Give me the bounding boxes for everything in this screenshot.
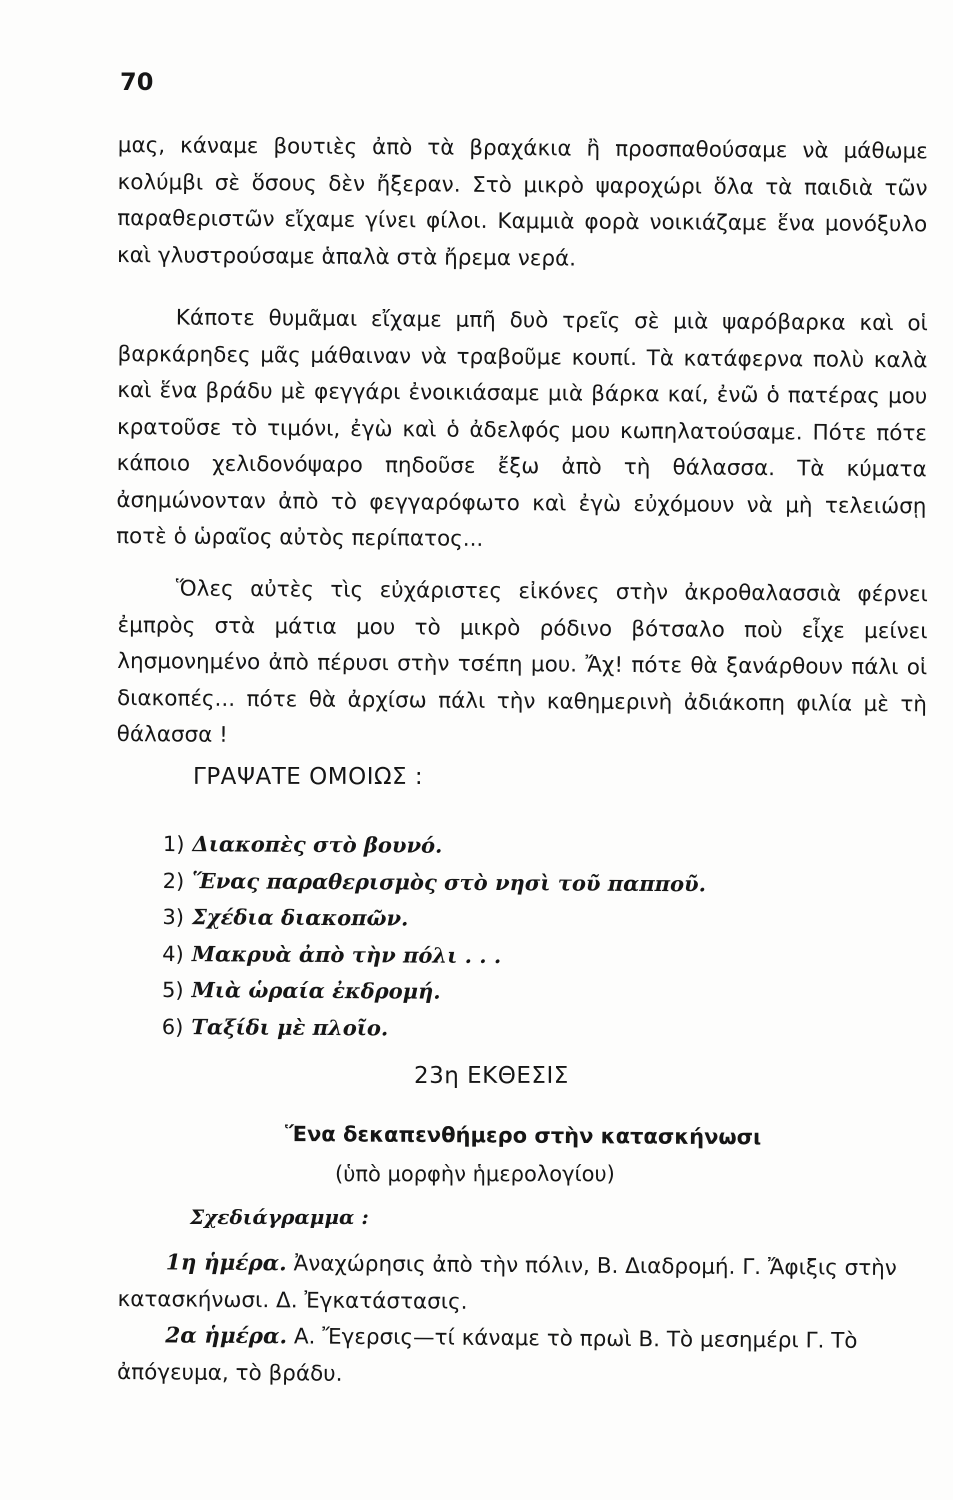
chapter-subtitle: (ὑπὸ μορφὴν ἡμερολογίου) <box>335 1162 615 1186</box>
topic-number: 3) <box>162 904 185 930</box>
day-label: 1η ἡμέρα. <box>165 1250 287 1277</box>
paragraph-3 <box>117 571 928 760</box>
outline-label: Σχεδιάγραμμα : <box>190 1205 369 1229</box>
topic-number: 1) <box>162 831 185 857</box>
outline-day-2 <box>117 1318 928 1397</box>
list-item <box>162 1008 706 1048</box>
outline-body <box>117 1245 928 1397</box>
topic-number: 4) <box>162 941 184 966</box>
paragraph-2 <box>116 300 928 562</box>
list-item <box>162 935 706 975</box>
paragraph-1 <box>117 128 928 280</box>
paragraph-text: Κάποτε θυμᾶμαι εἴχαμε μπῆ δυὸ τρεῖς σὲ μιὰ ψαρόβαρκα καὶ οἱ βαρκάρηδες μᾶς μάθαιναν νὰ τραβοῦμε κουπί. Τὰ κατάφερνα πολὺ καλὰ καὶ ἕνα βράδυ μὲ φεγγάρι ἐνοικιάσαμε μιὰ βάρκα καί, ἐνῶ ὁ πατέρας μου κρατοῦσε τὸ τιμόνι, ἐγὼ καὶ ὁ ἀδελφός μου κωπηλατούσαμε. Πότε πότε κάποιο χελιδονόψαρο πηδοῦσε ἔξω ἀπὸ τὴ θάλασσα. Τὰ κύματα ἀσημώνονταν ἀπὸ τὸ φεγγαρόφωτο καὶ ἐγὼ εὐχόμουν νὰ μὴ τελειώσῃ ποτὲ ὁ ὡραῖος αὐτὸς περίπατος... <box>116 305 928 552</box>
list-item <box>163 862 707 902</box>
day-text: Ἀναχώρησις ἀπὸ τὴν πόλιν, Β. Διαδρομή. Γ. Ἄφιξις στὴν κατασκήνωσι. Δ. Ἐγκατάστασις. <box>117 1251 897 1315</box>
day-label: 2α ἡμέρα. <box>165 1323 288 1350</box>
topic-title: Διακοπὲς στὸ βουνό. <box>192 831 443 858</box>
paragraph-text: μας, κάναμε βουτιὲς ἀπὸ τὰ βραχάκια ἢ προσπαθούσαμε νὰ μάθωμε κολύμβι σὲ ὅσους δὲν ἤξεραν. Στὸ μικρὸ ψαροχώρι ὅλα τὰ παιδιὰ τῶν παραθεριστῶν εἴχαμε γίνει φίλοι. Καμμιὰ φορὰ νοικιάζαμε ἕνα μονόξυλο καὶ γλυστρούσαμε ἁπαλὰ στὰ ἤρεμα νερά. <box>116 132 928 272</box>
topic-title: Μακρυὰ ἀπὸ τὴν πόλι . . . <box>191 940 502 968</box>
outline-day-1 <box>117 1245 928 1324</box>
chapter-heading: 23η ΕΚΘΕΣΙΣ <box>414 1063 569 1089</box>
similar-topics-heading: ΓΡΑΨΑΤΕ ΟΜΟΙΩΣ : <box>193 764 424 790</box>
chapter-title: Ἕνα δεκαπενθήμερο στὴν κατασκήνωσι <box>284 1122 762 1150</box>
paragraph-text: Ὅλες αὐτὲς τὶς εὐχάριστες εἰκόνες στὴν ἀκροθαλασσιὰ φέρνει ἐμπρὸς στὰ μάτια μου τὸ μικρὸ ρόδινο βότσαλο ποὺ εἶχε μείνει λησμονημένο ἀπὸ πέρυσι στὴν τσέπη μου. Ἄχ! πότε θὰ ξανάρθουν πάλι οἱ διακοπές... πότε θὰ ἀρχίσω πάλι τὴν καθημερινὴ ἀδιάκοπη φιλία μὲ τὴ θάλασσα ! <box>116 576 928 748</box>
list-item <box>163 826 707 866</box>
list-item <box>162 972 706 1012</box>
topic-title: Μιὰ ὡραία ἐκδρομή. <box>191 977 441 1004</box>
day-text: Α. Ἔγερσις—τί κάναμε τὸ πρωὶ Β. Τὸ μεσημέρι Γ. Τὸ ἀπόγευμα, τὸ βράδυ. <box>116 1324 858 1387</box>
topic-title: Ταξίδι μὲ πλοῖο. <box>191 1013 389 1040</box>
topic-title: Ἕνας παραθερισμὸς στὸ νησὶ τοῦ παπποῦ. <box>192 867 707 896</box>
list-item <box>162 899 706 939</box>
topic-list <box>162 826 707 1048</box>
topic-number: 6) <box>161 1014 184 1039</box>
topic-number: 2) <box>162 868 185 893</box>
topic-title: Σχέδια διακοπῶν. <box>191 904 409 931</box>
page-number: 70 <box>120 68 154 96</box>
topic-number: 5) <box>161 977 184 1003</box>
